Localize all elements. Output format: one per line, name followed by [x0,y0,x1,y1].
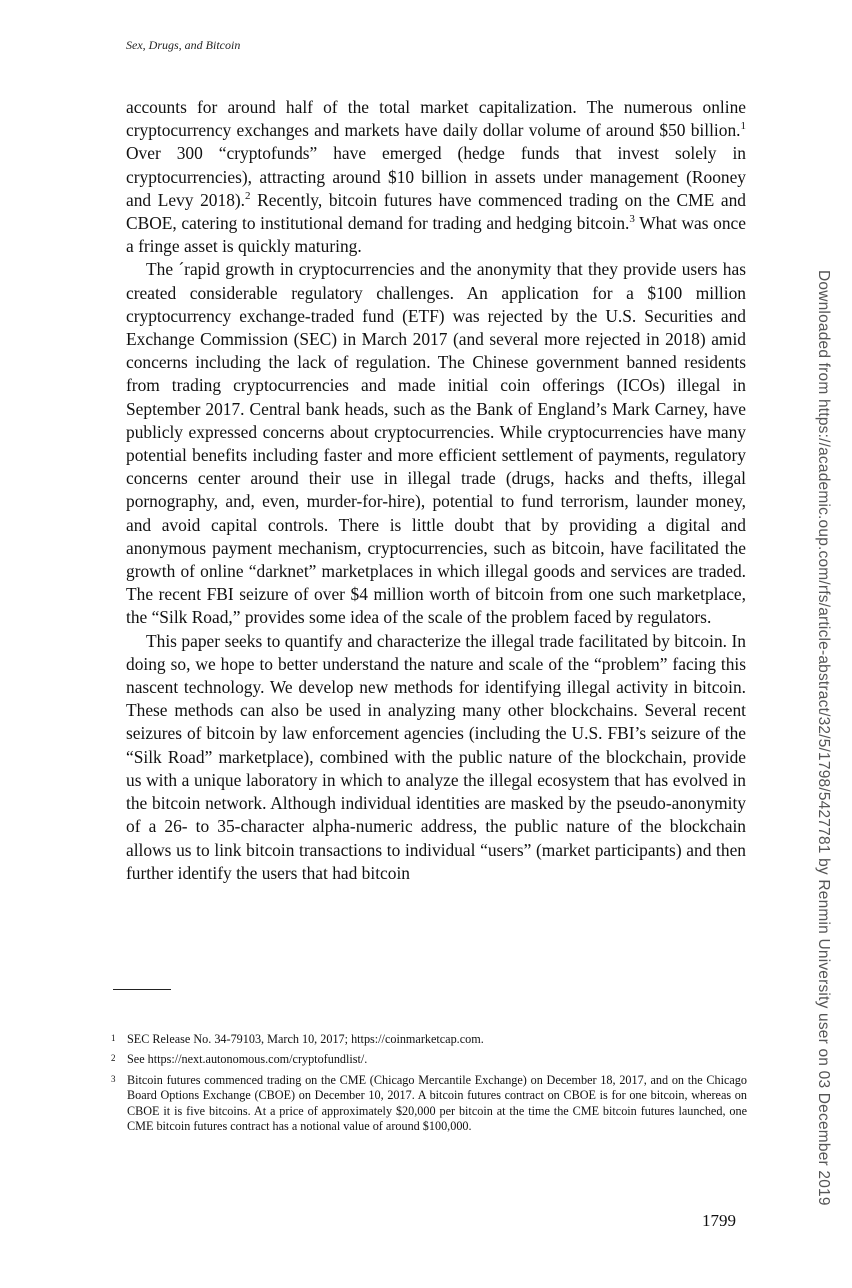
paragraph-3: This paper seeks to quantify and characterize the illegal trade facilitated by bitcoin. In doing so, we hope to better understand the nature and scale of the “problem” facing this nascent technology. We develop new methods for identifying illegal activity in bitcoin. These methods can also be used in analyzing many other blockchains. Several recent seizures of bitcoin by law enforcement agencies (including the U.S. FBI’s seizure of the “Silk Road” marketplace), combined with the public nature of the blockchain, provide us with a unique laboratory in which to analyze the illegal ecosystem that has evolved in the bitcoin network. Although individual identities are masked by the pseudo-anonymity of a 26- to 35-character alpha-numeric address, the public nature of the blockchain allows us to link bitcoin transactions to individual “users” (market participants) and then further identify the users that had bitcoin [126,630,746,883]
footnote-1 [111,1032,747,1047]
footnote-3 [111,1073,747,1135]
footnote-ref-3[interactable]: 3 [629,213,635,226]
p1-text-c: Recently, bitcoin futures have commenced trading on the CME and CBOE, catering to institutional demand for trading and hedging bitcoin. [126,189,746,234]
footnote-number: 1 [111,1033,116,1043]
download-banner [812,270,832,1220]
paragraph-1 [126,96,746,258]
p1-text-a: accounts for around half of the total market capitalization. The numerous online cryptocurrency exchanges and markets have daily dollar volume of around $50 billion. [126,97,746,141]
paragraph-2: The ´rapid growth in cryptocurrencies and the anonymity that they provide users has created considerable regulatory challenges. An application for a $100 million cryptocurrency exchange-traded fund (ETF) was rejected by the U.S. Securities and Exchange Commission (SEC) in March 2017 (and several more rejected in 2018) amid concerns including the lack of regulation. The Chinese government banned residents from trading cryptocurrencies and made initial coin offerings (ICOs) illegal in September 2017. Central bank heads, such as the Bank of England’s Mark Carney, have publicly expressed concerns about cryptocurrencies. While cryptocurrencies have many potential benefits including faster and more efficient settlement of payments, regulatory concerns center around their use in illegal trade (drugs, hacks and thefts, illegal pornography, and, even, murder-for-hire), potential to fund terrorism, launder money, and avoid capital controls. There is little doubt that by providing a digital and anonymous payment mechanism, cryptocurrencies, such as bitcoin, have facilitated the growth of online “darknet” marketplaces in which illegal goods and services are traded. The recent FBI seizure of over $4 million worth of bitcoin from one such marketplace, the “Silk Road,” provides some idea of the scale of the problem faced by regulators. [126,259,746,628]
footnote-text: SEC Release No. 34-79103, March 10, 2017; https://coinmarketcap.com. [127,1032,484,1046]
body-text [126,96,746,885]
footnote-number: 2 [111,1053,116,1064]
footnote-ref-1[interactable]: 1 [740,120,746,133]
footnote-number: 3 [111,1073,116,1084]
p1-text-d: What was once a fringe asset is quickly maturing. [126,213,746,257]
running-head: Sex, Drugs, and Bitcoin [126,38,241,52]
footnote-2 [111,1052,747,1067]
p1-text-b: Over 300 “cryptofunds” have emerged (hedge funds that invest solely in cryptocurrencies), attracting around $10 billion in assets under management (Rooney and Levy 2018). [126,143,746,210]
page-number: 1799 [702,1211,736,1230]
footnote-text: Bitcoin futures commenced trading on the CME (Chicago Mercantile Exchange) on December 18, 2017, and on the Chicago Board Options Exchange (CBOE) on December 10, 2017. A bitcoin futures contract on CBOE is for one bitcoin, whereas on CBOE it is five bitcoins. At a price of approximately $20,000 per bitcoin at the time the CME bitcoin futures launched, one CME bitcoin futures contract has a notional value of around $100,000. [127,1072,747,1134]
footnote-ref-2[interactable]: 2 [245,190,251,203]
download-banner-text[interactable]: Downloaded from https://academic.oup.com/rfs/article-abstract/32/5/1798/5427781 by Renmin University user on 03 December 2019 [815,270,832,1206]
footnote-divider [113,989,171,990]
footnotes [111,1032,747,1139]
footnote-text: See https://next.autonomous.com/cryptofundlist/. [127,1052,368,1067]
